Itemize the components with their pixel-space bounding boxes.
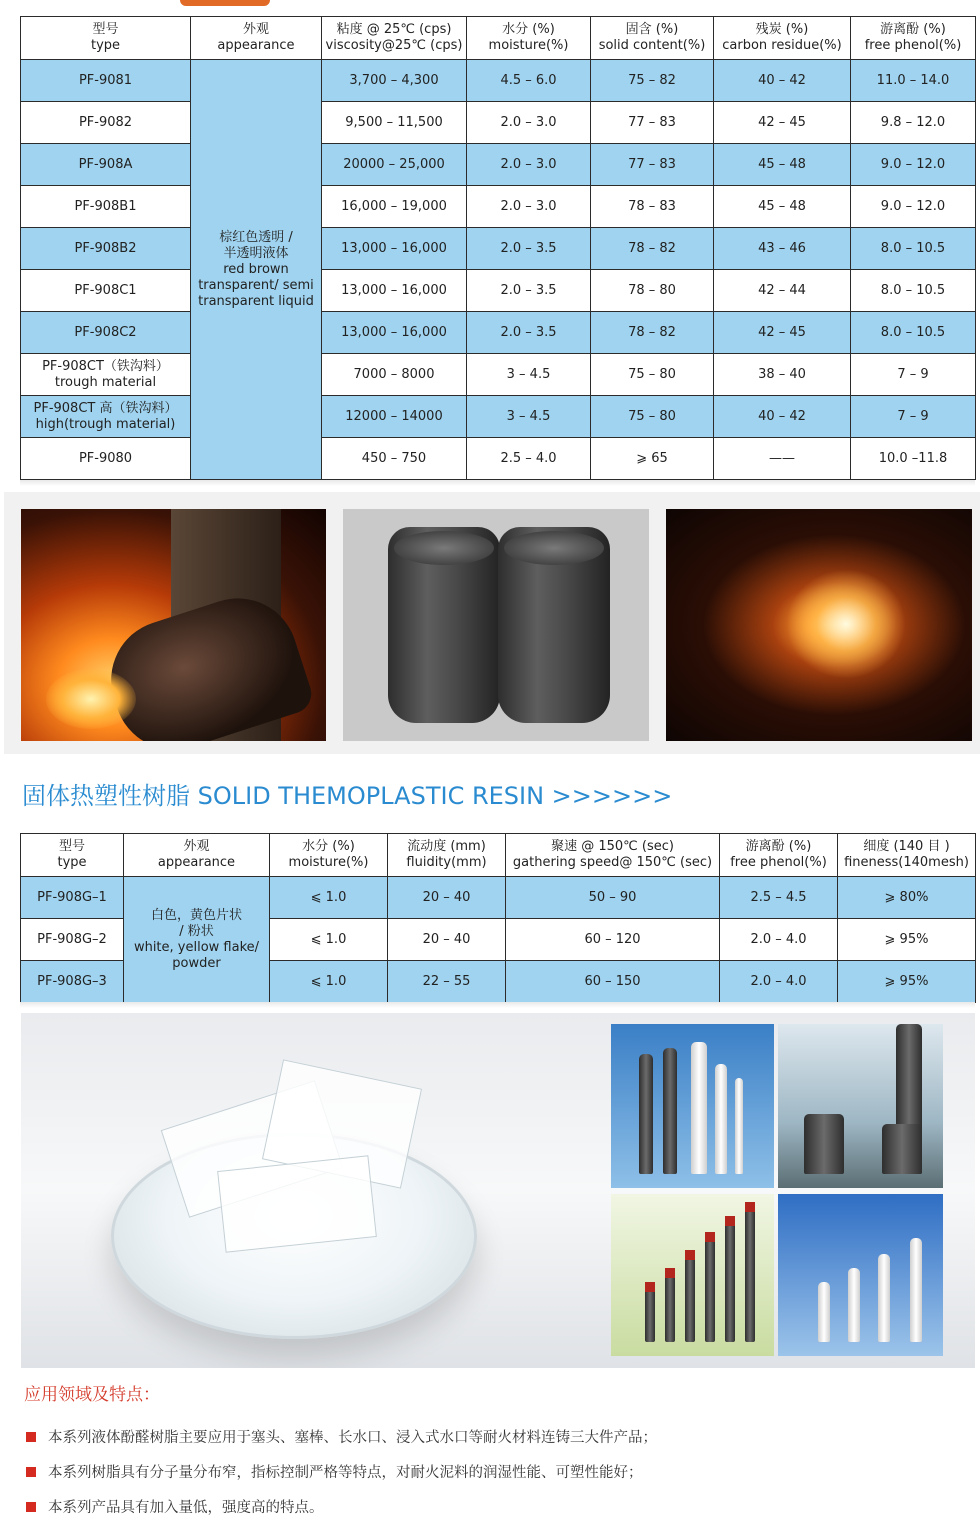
cell-appearance: 棕红色透明 / 半透明液体 red brown transparent/ semi transparent liquid [191, 60, 322, 480]
table-row [21, 354, 976, 396]
cell-moisture: 2.5 – 4.0 [467, 438, 591, 480]
cell-viscosity: 3,700 – 4,300 [322, 60, 467, 102]
cell-type: PF-9081 [21, 60, 191, 102]
cell-solid-content: 78 – 80 [591, 270, 714, 312]
cell-carbon-residue: 45 – 48 [714, 144, 851, 186]
cell-moisture: 3 – 4.5 [467, 354, 591, 396]
cell-gathering-speed: 60 – 150 [506, 961, 720, 1003]
cell-type: PF-908B1 [21, 186, 191, 228]
cell-solid-content: 78 – 83 [591, 186, 714, 228]
cell-viscosity: 7000 – 8000 [322, 354, 467, 396]
cell-moisture: ⩽ 1.0 [270, 919, 388, 961]
cell-solid-content: 77 – 83 [591, 102, 714, 144]
cell-type: PF-908G–1 [21, 877, 124, 919]
table-row [21, 228, 976, 270]
cell-moisture: 2.0 – 3.0 [467, 102, 591, 144]
cell-type: PF-908G–3 [21, 961, 124, 1003]
cell-fluidity: 22 – 55 [388, 961, 506, 1003]
cell-fluidity: 20 – 40 [388, 919, 506, 961]
cell-moisture: 2.0 – 3.0 [467, 186, 591, 228]
cell-free-phenol: 9.0 – 12.0 [851, 186, 976, 228]
cell-moisture: ⩽ 1.0 [270, 961, 388, 1003]
cell-type: PF-908A [21, 144, 191, 186]
cell-type: PF-908C2 [21, 312, 191, 354]
cell-fineness: ⩾ 80% [838, 877, 976, 919]
cell-free-phenol: 8.0 – 10.5 [851, 270, 976, 312]
cell-free-phenol: 9.8 – 12.0 [851, 102, 976, 144]
shrouds-display-photo [778, 1024, 943, 1188]
table-row [21, 270, 976, 312]
cell-free-phenol: 10.0 –11.8 [851, 438, 976, 480]
table-row [21, 312, 976, 354]
header-fineness: 细度 (140 目 ) fineness(140mesh) [838, 834, 976, 877]
liquid-resin-spec-table [20, 16, 976, 480]
cell-solid-content: 78 – 82 [591, 312, 714, 354]
cell-fineness: ⩾ 95% [838, 961, 976, 1003]
cell-solid-content: 78 – 82 [591, 228, 714, 270]
stopper-rods-photo [611, 1024, 774, 1188]
table-row [21, 438, 976, 480]
cell-carbon-residue: —— [714, 438, 851, 480]
cell-moisture: 2.0 – 3.5 [467, 312, 591, 354]
cell-moisture: 4.5 – 6.0 [467, 60, 591, 102]
bullet-square-icon [26, 1467, 36, 1477]
top-accent-bar [180, 0, 270, 6]
cell-type: PF-908B2 [21, 228, 191, 270]
header-moisture: 水分 (%) moisture(%) [467, 17, 591, 60]
list-item: 本系列液体酚醛树脂主要应用于塞头、塞棒、长水口、浸入式水口等耐火材料连铸三大件产品； [26, 1425, 657, 1460]
cell-moisture: 2.0 – 3.5 [467, 270, 591, 312]
cell-free-phenol: 8.0 – 10.5 [851, 228, 976, 270]
table-shadow [20, 480, 975, 486]
cell-solid-content: ⩾ 65 [591, 438, 714, 480]
furnace-ladle-photo [21, 509, 326, 741]
table-row [21, 396, 976, 438]
solid-resin-spec-table [20, 833, 976, 1003]
cell-solid-content: 75 – 82 [591, 60, 714, 102]
table-row [21, 60, 976, 102]
cell-carbon-residue: 42 – 45 [714, 312, 851, 354]
list-item: 本系列树脂具有分子量分布窄，指标控制严格等特点，对耐火泥料的润湿性能、可塑性能好； [26, 1460, 657, 1495]
cell-carbon-residue: 38 – 40 [714, 354, 851, 396]
cell-viscosity: 13,000 – 16,000 [322, 270, 467, 312]
table-row [21, 186, 976, 228]
cell-free-phenol: 7 – 9 [851, 354, 976, 396]
table-shadow [20, 1002, 975, 1008]
cell-moisture: 3 – 4.5 [467, 396, 591, 438]
cell-type: PF-9082 [21, 102, 191, 144]
header-type: 型号 type [21, 17, 191, 60]
cell-carbon-residue: 42 – 44 [714, 270, 851, 312]
cell-free-phenol: 11.0 – 14.0 [851, 60, 976, 102]
cell-gathering-speed: 50 – 90 [506, 877, 720, 919]
cell-viscosity: 450 – 750 [322, 438, 467, 480]
table-row [21, 102, 976, 144]
header-free-phenol: 游离酚 (%) free phenol(%) [851, 17, 976, 60]
cell-free-phenol: 9.0 – 12.0 [851, 144, 976, 186]
nozzle-rods-photo [611, 1194, 774, 1356]
cell-fluidity: 20 – 40 [388, 877, 506, 919]
cell-gathering-speed: 60 – 120 [506, 919, 720, 961]
table-row [21, 877, 976, 919]
cell-fineness: ⩾ 95% [838, 919, 976, 961]
applications-list [26, 1425, 657, 1530]
cell-carbon-residue: 45 – 48 [714, 186, 851, 228]
graphite-cylinders-photo [343, 509, 649, 741]
cell-free-phenol: 2.5 – 4.5 [720, 877, 838, 919]
cell-viscosity: 9,500 – 11,500 [322, 102, 467, 144]
cell-free-phenol: 7 – 9 [851, 396, 976, 438]
cell-free-phenol: 2.0 – 4.0 [720, 919, 838, 961]
cell-moisture: 2.0 – 3.5 [467, 228, 591, 270]
header-appearance: 外观 appearance [191, 17, 322, 60]
cell-carbon-residue: 42 – 45 [714, 102, 851, 144]
cell-type: PF-908C1 [21, 270, 191, 312]
cell-viscosity: 13,000 – 16,000 [322, 312, 467, 354]
table-row [21, 144, 976, 186]
header-fluidity: 流动度 (mm) fluidity(mm) [388, 834, 506, 877]
cell-solid-content: 75 – 80 [591, 396, 714, 438]
header-free-phenol: 游离酚 (%) free phenol(%) [720, 834, 838, 877]
welding-sparks-photo [666, 509, 972, 741]
header-moisture: 水分 (%) moisture(%) [270, 834, 388, 877]
header-carbon-residue: 残炭 (%) carbon residue(%) [714, 17, 851, 60]
cell-viscosity: 13,000 – 16,000 [322, 228, 467, 270]
table-header-row [21, 834, 976, 877]
cell-viscosity: 16,000 – 19,000 [322, 186, 467, 228]
header-gathering-speed: 聚速 @ 150℃ (sec) gathering speed@ 150℃ (sec) [506, 834, 720, 877]
cell-viscosity: 12000 – 14000 [322, 396, 467, 438]
list-item: 本系列产品具有加入量低，强度高的特点。 [26, 1495, 657, 1530]
header-solid-content: 固含 (%) solid content(%) [591, 17, 714, 60]
cell-moisture: ⩽ 1.0 [270, 877, 388, 919]
cell-carbon-residue: 40 – 42 [714, 60, 851, 102]
cell-viscosity: 20000 – 25,000 [322, 144, 467, 186]
cell-free-phenol: 8.0 – 10.5 [851, 312, 976, 354]
header-type: 型号 type [21, 834, 124, 877]
applications-heading: 应用领域及特点： [24, 1385, 160, 1405]
section-title: 固体热塑性树脂 SOLID THEMOPLASTIC RESIN >>>>>> [22, 782, 673, 810]
cell-free-phenol: 2.0 – 4.0 [720, 961, 838, 1003]
cell-type: PF-908CT（铁沟料） trough material [21, 354, 191, 396]
cell-moisture: 2.0 – 3.0 [467, 144, 591, 186]
white-stoppers-photo [778, 1194, 943, 1356]
cell-type: PF-908G–2 [21, 919, 124, 961]
cell-type: PF-908CT 高（铁沟料） high(trough material) [21, 396, 191, 438]
header-viscosity: 粘度 @ 25℃ (cps) viscosity@25℃ (cps) [322, 17, 467, 60]
cell-type: PF-9080 [21, 438, 191, 480]
cell-solid-content: 77 – 83 [591, 144, 714, 186]
cell-appearance: 白色，黄色片状 / 粉状 white, yellow flake/ powder [124, 877, 270, 1003]
bullet-square-icon [26, 1502, 36, 1512]
cell-carbon-residue: 40 – 42 [714, 396, 851, 438]
header-appearance: 外观 appearance [124, 834, 270, 877]
table-header-row [21, 17, 976, 60]
bullet-square-icon [26, 1432, 36, 1442]
cell-carbon-residue: 43 – 46 [714, 228, 851, 270]
cell-solid-content: 75 – 80 [591, 354, 714, 396]
